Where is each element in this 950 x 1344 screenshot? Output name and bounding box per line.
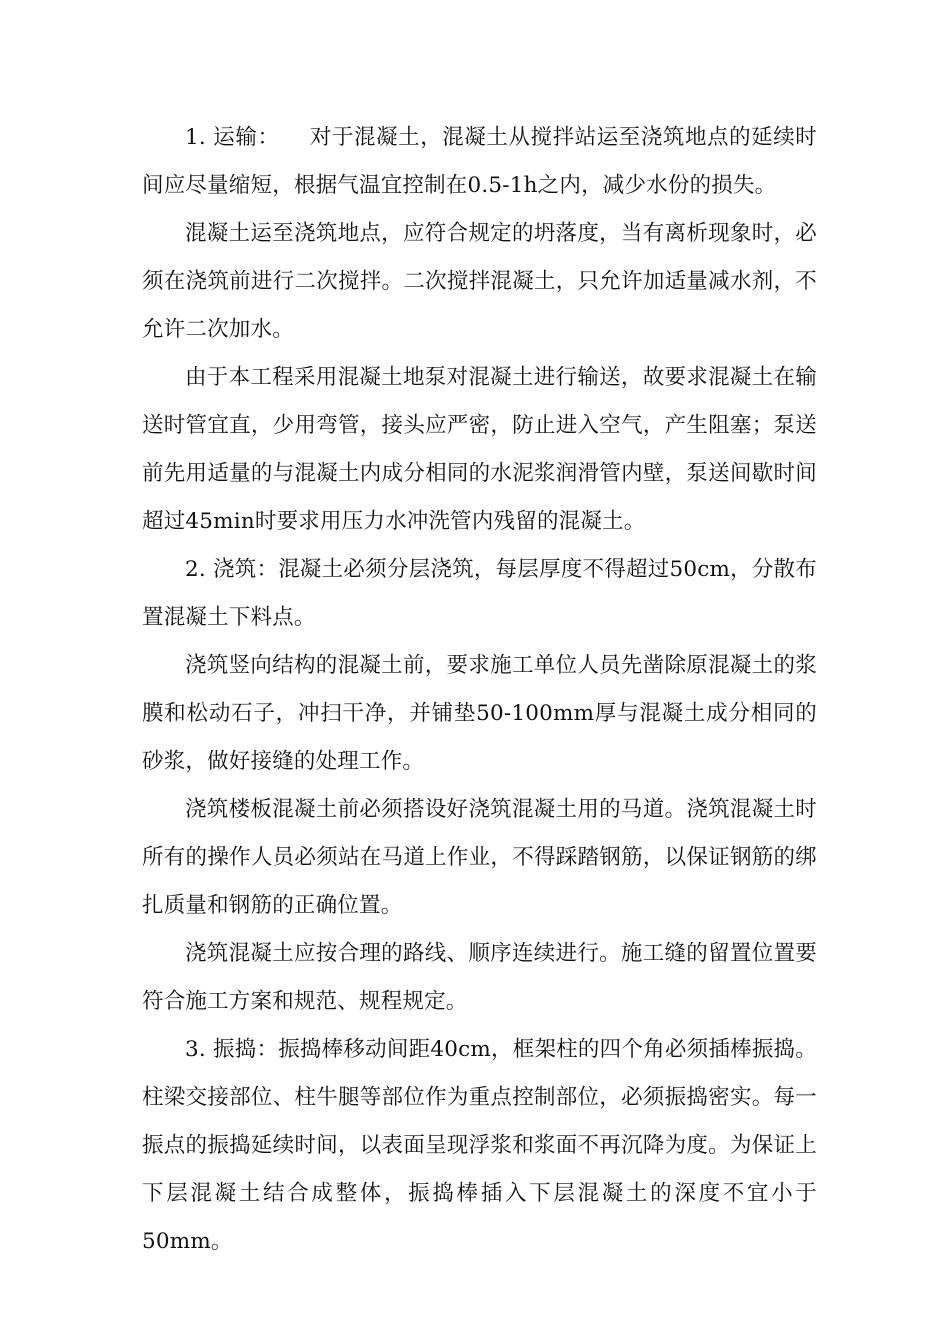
- paragraph-vertical-structure: 浇筑竖向结构的混凝土前，要求施工单位人员先凿除原混凝土的浆膜和松动石子，冲扫干净，并铺垫50-100mm厚与混凝土成分相同的砂浆，做好接缝的处理工作。: [142, 653, 817, 774]
- paragraph-floor-slab: 浇筑楼板混凝土前必须搭设好浇筑混凝土用的马道。浇筑混凝土时所有的操作人员必须站在马道上作业，不得踩踏钢筋，以保证钢筋的绑扎质量和钢筋的正确位置。: [142, 797, 817, 918]
- paragraph-lead-transport: 1. 运输：: [185, 125, 280, 150]
- paragraph-pouring-route: 浇筑混凝土应按合理的路线、顺序连续进行。施工缝的留置位置要符合施工方案和规范、规程规定。: [142, 941, 817, 1014]
- paragraph-slump: 混凝土运至浇筑地点，应符合规定的坍落度，当有离析现象时，必须在浇筑前进行二次搅拌。二次搅拌混凝土，只允许加适量减水剂，不允许二次加水。: [142, 221, 817, 342]
- paragraph-vibration: 3. 振捣：振捣棒移动间距40cm，框架柱的四个角必须插棒振捣。柱梁交接部位、柱牛腿等部位作为重点控制部位，必须振捣密实。每一振点的振捣延续时间，以表面呈现浮浆和浆面不再沉降为度。为保证上下层混凝土结合成整体，振捣棒插入下层混凝土的深度不宜小于50mm。: [142, 1037, 817, 1254]
- paragraph-pumping: 由于本工程采用混凝土地泵对混凝土进行输送，故要求混凝土在输送时管宜直，少用弯管，接头应严密，防止进入空气，产生阻塞；泵送前先用适量的与混凝土内成分相同的水泥浆润滑管内壁，泵送间歇时间超过45min时要求用压力水冲洗管内残留的混凝土。: [142, 365, 817, 534]
- paragraph-transport: [142, 114, 817, 210]
- paragraph-pouring: 2. 浇筑：混凝土必须分层浇筑，每层厚度不得超过50cm，分散布置混凝土下料点。: [142, 557, 817, 630]
- document-body: [142, 114, 817, 1266]
- paragraph-text-transport: 对于混凝土，混凝土从搅拌站运至浇筑地点的延续时间应尽量缩短，根据气温宜控制在0.5-1h之内，减少水份的损失。: [142, 125, 817, 198]
